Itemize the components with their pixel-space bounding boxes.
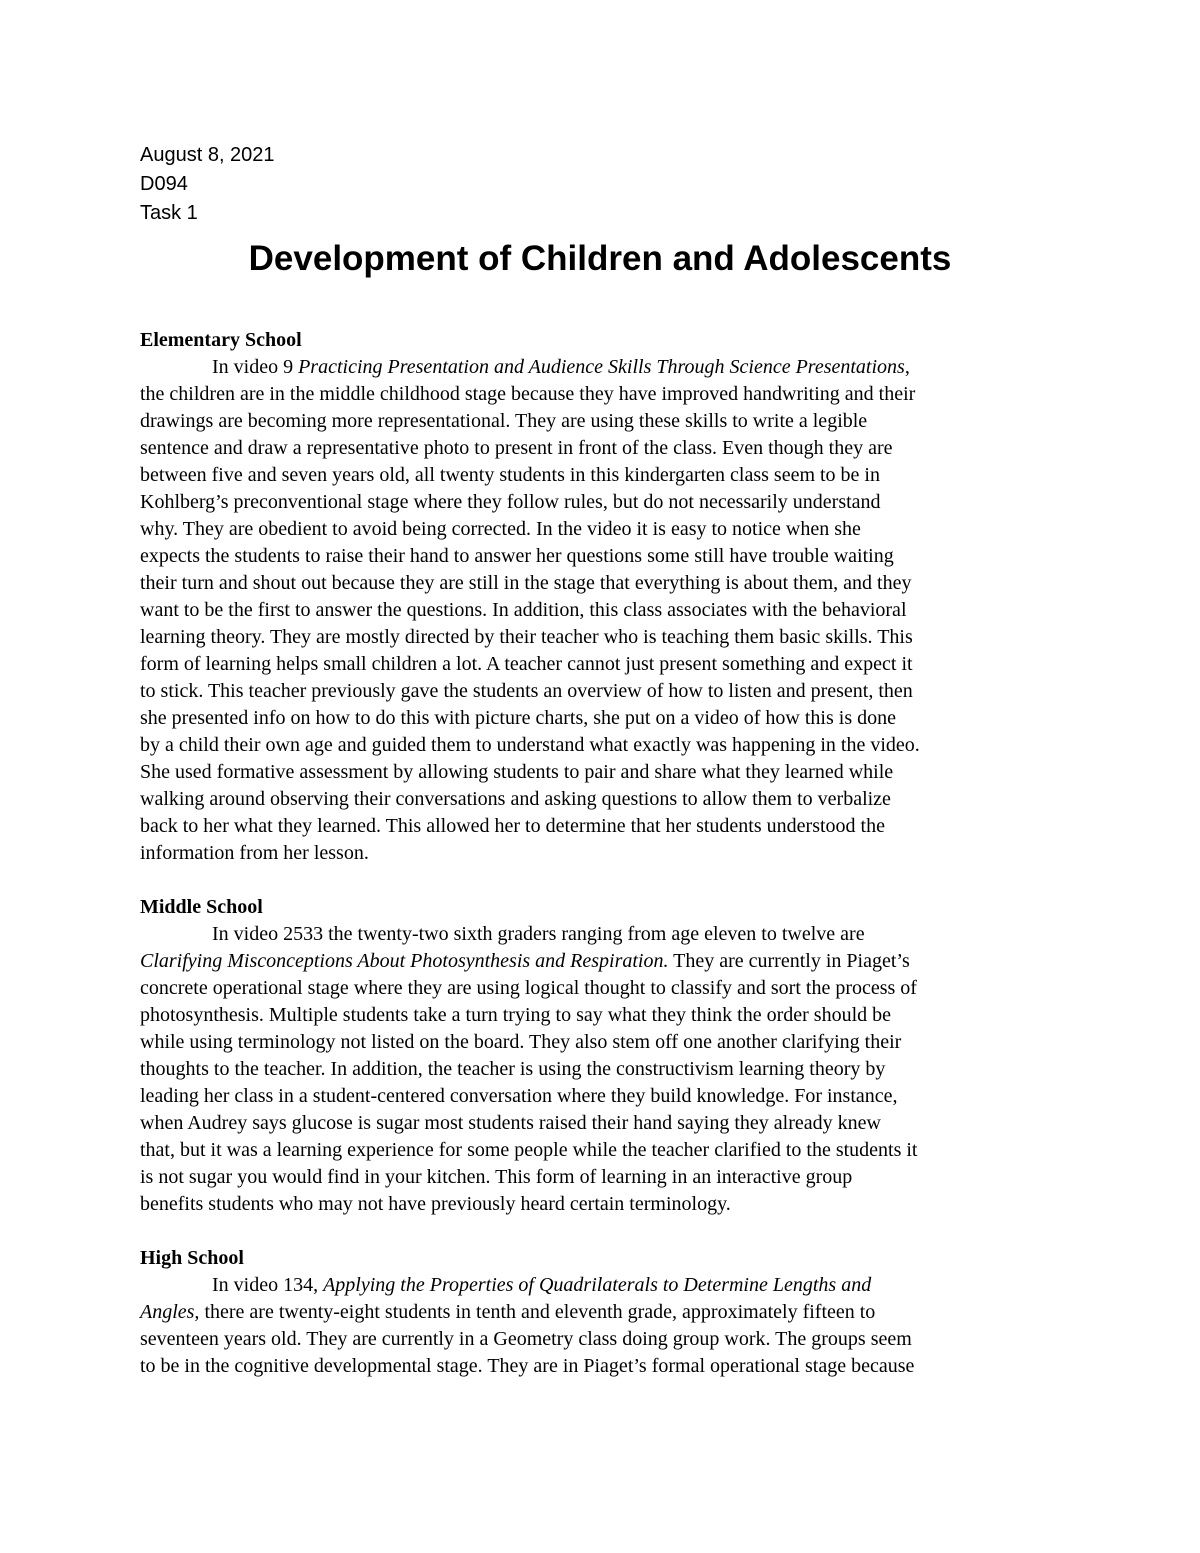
paragraph-line: that, but it was a learning experience for some people while the teacher clarified to the students it: [140, 1139, 918, 1161]
section-heading: Middle School: [140, 896, 263, 918]
header-block: [140, 141, 1060, 228]
paragraph-line: when Audrey says glucose is sugar most students raised their hand saying they already knew: [140, 1112, 881, 1134]
paragraph-first-line: [140, 354, 1060, 381]
paragraph-line: form of learning helps small children a lot. A teacher cannot just present something and expect it: [140, 653, 913, 675]
line-text: there are twenty-eight students in tenth and eleventh grade, approximately fifteen to: [199, 1301, 876, 1323]
header-task: Task 1: [140, 202, 198, 224]
paragraph-line: to stick. This teacher previously gave the students an overview of how to listen and present, then: [140, 680, 913, 702]
paragraph-line: [140, 948, 1060, 975]
header-date: August 8, 2021: [140, 144, 275, 166]
paragraph-line: is not sugar you would find in your kitchen. This form of learning in an interactive group: [140, 1166, 853, 1188]
paragraph-line: the children are in the middle childhood stage because they have improved handwriting and their: [140, 383, 916, 405]
paragraph-line: benefits students who may not have previously heard certain terminology.: [140, 1193, 731, 1215]
paragraph-line: between five and seven years old, all twenty students in this kindergarten class seem to be in: [140, 464, 880, 486]
paragraph-line: back to her what they learned. This allowed her to determine that her students understood the: [140, 815, 885, 837]
punctuation: ,: [904, 356, 910, 378]
paragraph-body: [140, 975, 1060, 1218]
line-text: They are currently in Piaget’s: [668, 950, 910, 972]
paragraph-line: drawings are becoming more representational. They are using these skills to write a legible: [140, 410, 868, 432]
section-elementary-school: [140, 327, 1060, 867]
document-title: Development of Children and Adolescents: [248, 239, 952, 278]
section-high-school: [140, 1245, 1060, 1380]
paragraph-line: while using terminology not listed on the board. They also stem off one another clarifying their: [140, 1031, 902, 1053]
video-title: Applying the Properties of Quadrilaterals to Determine Lengths and: [323, 1274, 872, 1296]
video-title-continued: Angles,: [140, 1301, 200, 1323]
video-title: Clarifying Misconceptions About Photosynthesis and Respiration.: [140, 950, 669, 972]
section-heading: Elementary School: [140, 329, 302, 351]
paragraph-line: walking around observing their conversations and asking questions to allow them to verbalize: [140, 788, 891, 810]
paragraph-line: information from her lesson.: [140, 842, 369, 864]
paragraph-first-line: [140, 1272, 1060, 1299]
intro-text: In video 9: [212, 356, 299, 378]
header-course: D094: [140, 173, 188, 195]
section-middle-school: [140, 894, 1060, 1218]
paragraph-line: want to be the first to answer the questions. In addition, this class associates with the behavioral: [140, 599, 907, 621]
paragraph-line: sentence and draw a representative photo to present in front of the class. Even though they are: [140, 437, 893, 459]
intro-text: In video 134,: [212, 1274, 324, 1296]
paragraph-line: photosynthesis. Multiple students take a turn trying to say what they think the order should be: [140, 1004, 892, 1026]
paragraph-line: learning theory. They are mostly directed by their teacher who is teaching them basic skills. This: [140, 626, 913, 648]
paragraph-line: She used formative assessment by allowing students to pair and share what they learned while: [140, 761, 894, 783]
paragraph-line: seventeen years old. They are currently in a Geometry class doing group work. The groups seem: [140, 1328, 912, 1350]
paragraph-line: expects the students to raise their hand to answer her questions some still have trouble waiting: [140, 545, 894, 567]
paragraph-line: why. They are obedient to avoid being corrected. In the video it is easy to notice when she: [140, 518, 861, 540]
video-title: Practicing Presentation and Audience Skills Through Science Presentations: [298, 356, 905, 378]
paragraph-first-line: In video 2533 the twenty-two sixth graders ranging from age eleven to twelve are: [212, 923, 865, 945]
paragraph-line: Kohlberg’s preconventional stage where they follow rules, but do not necessarily understand: [140, 491, 881, 513]
paragraph-body: [140, 1326, 1060, 1380]
paragraph-line: she presented info on how to do this with picture charts, she put on a video of how this is done: [140, 707, 896, 729]
paragraph-line: leading her class in a student-centered conversation where they build knowledge. For instance,: [140, 1085, 898, 1107]
section-heading: High School: [140, 1247, 244, 1269]
paragraph-body: [140, 381, 1060, 867]
paragraph-line: to be in the cognitive developmental stage. They are in Piaget’s formal operational stage because: [140, 1355, 915, 1377]
paragraph-line: concrete operational stage where they are using logical thought to classify and sort the process of: [140, 977, 917, 999]
paragraph-line: [140, 1299, 1060, 1326]
paragraph-line: their turn and shout out because they are still in the stage that everything is about them, and they: [140, 572, 912, 594]
paragraph-line: by a child their own age and guided them to understand what exactly was happening in the video.: [140, 734, 920, 756]
paragraph-line: thoughts to the teacher. In addition, the teacher is using the constructivism learning theory by: [140, 1058, 886, 1080]
